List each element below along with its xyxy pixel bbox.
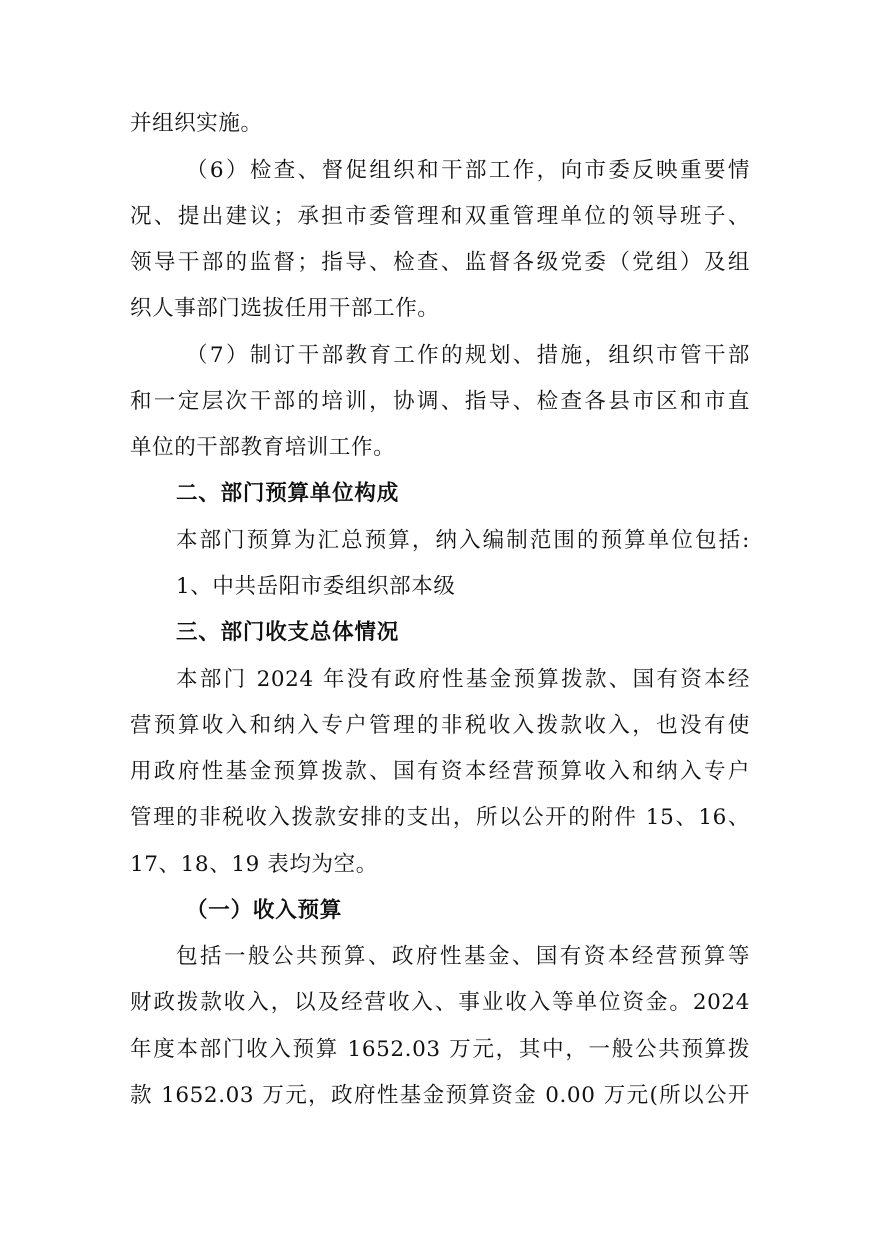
text-line: 管理的非税收入拨款安排的支出，所以公开的附件 15、16、 — [130, 805, 750, 830]
text-line: 本部门预算为汇总预算，纳入编制范围的预算单位包括: — [176, 528, 750, 553]
subsection-heading: （一）收入预算 — [186, 898, 343, 923]
text-line: 营预算收入和纳入专户管理的非税收入拨款收入，也没有使 — [130, 713, 750, 738]
text-line: 领导干部的监督；指导、检查、监督各级党委（党组）及组 — [130, 250, 750, 275]
text-line: （6）检查、督促组织和干部工作，向市委反映重要情 — [186, 158, 750, 183]
text-line: 织人事部门选拔任用干部工作。 — [130, 296, 440, 321]
text-line: 况、提出建议；承担市委管理和双重管理单位的领导班子、 — [130, 204, 750, 229]
text-line: 1、中共岳阳市委组织部本级 — [176, 574, 456, 599]
text-line: 包括一般公共预算、政府性基金、国有资本经营预算等 — [176, 944, 750, 969]
text-line: 并组织实施。 — [130, 111, 263, 136]
text-line: 财政拨款收入，以及经营收入、事业收入等单位资金。2024 — [130, 990, 750, 1015]
section-heading: 三、部门收支总体情况 — [176, 620, 400, 645]
text-line: 单位的干部教育培训工作。 — [130, 435, 396, 460]
section-heading: 二、部门预算单位构成 — [176, 481, 400, 506]
text-line: 和一定层次干部的培训，协调、指导、检查各县市区和市直 — [130, 389, 750, 414]
text-line: （7）制订干部教育工作的规划、措施，组织市管干部 — [186, 343, 750, 368]
text-line: 用政府性基金预算拨款、国有资本经营预算收入和纳入专户 — [130, 759, 750, 784]
text-line: 17、18、19 表均为空。 — [130, 852, 378, 877]
text-line: 款 1652.03 万元，政府性基金预算资金 0.00 万元(所以公开 — [130, 1083, 750, 1108]
text-line: 本部门 2024 年没有政府性基金预算拨款、国有资本经 — [176, 667, 750, 692]
text-line: 年度本部门收入预算 1652.03 万元，其中，一般公共预算拨 — [130, 1037, 750, 1062]
